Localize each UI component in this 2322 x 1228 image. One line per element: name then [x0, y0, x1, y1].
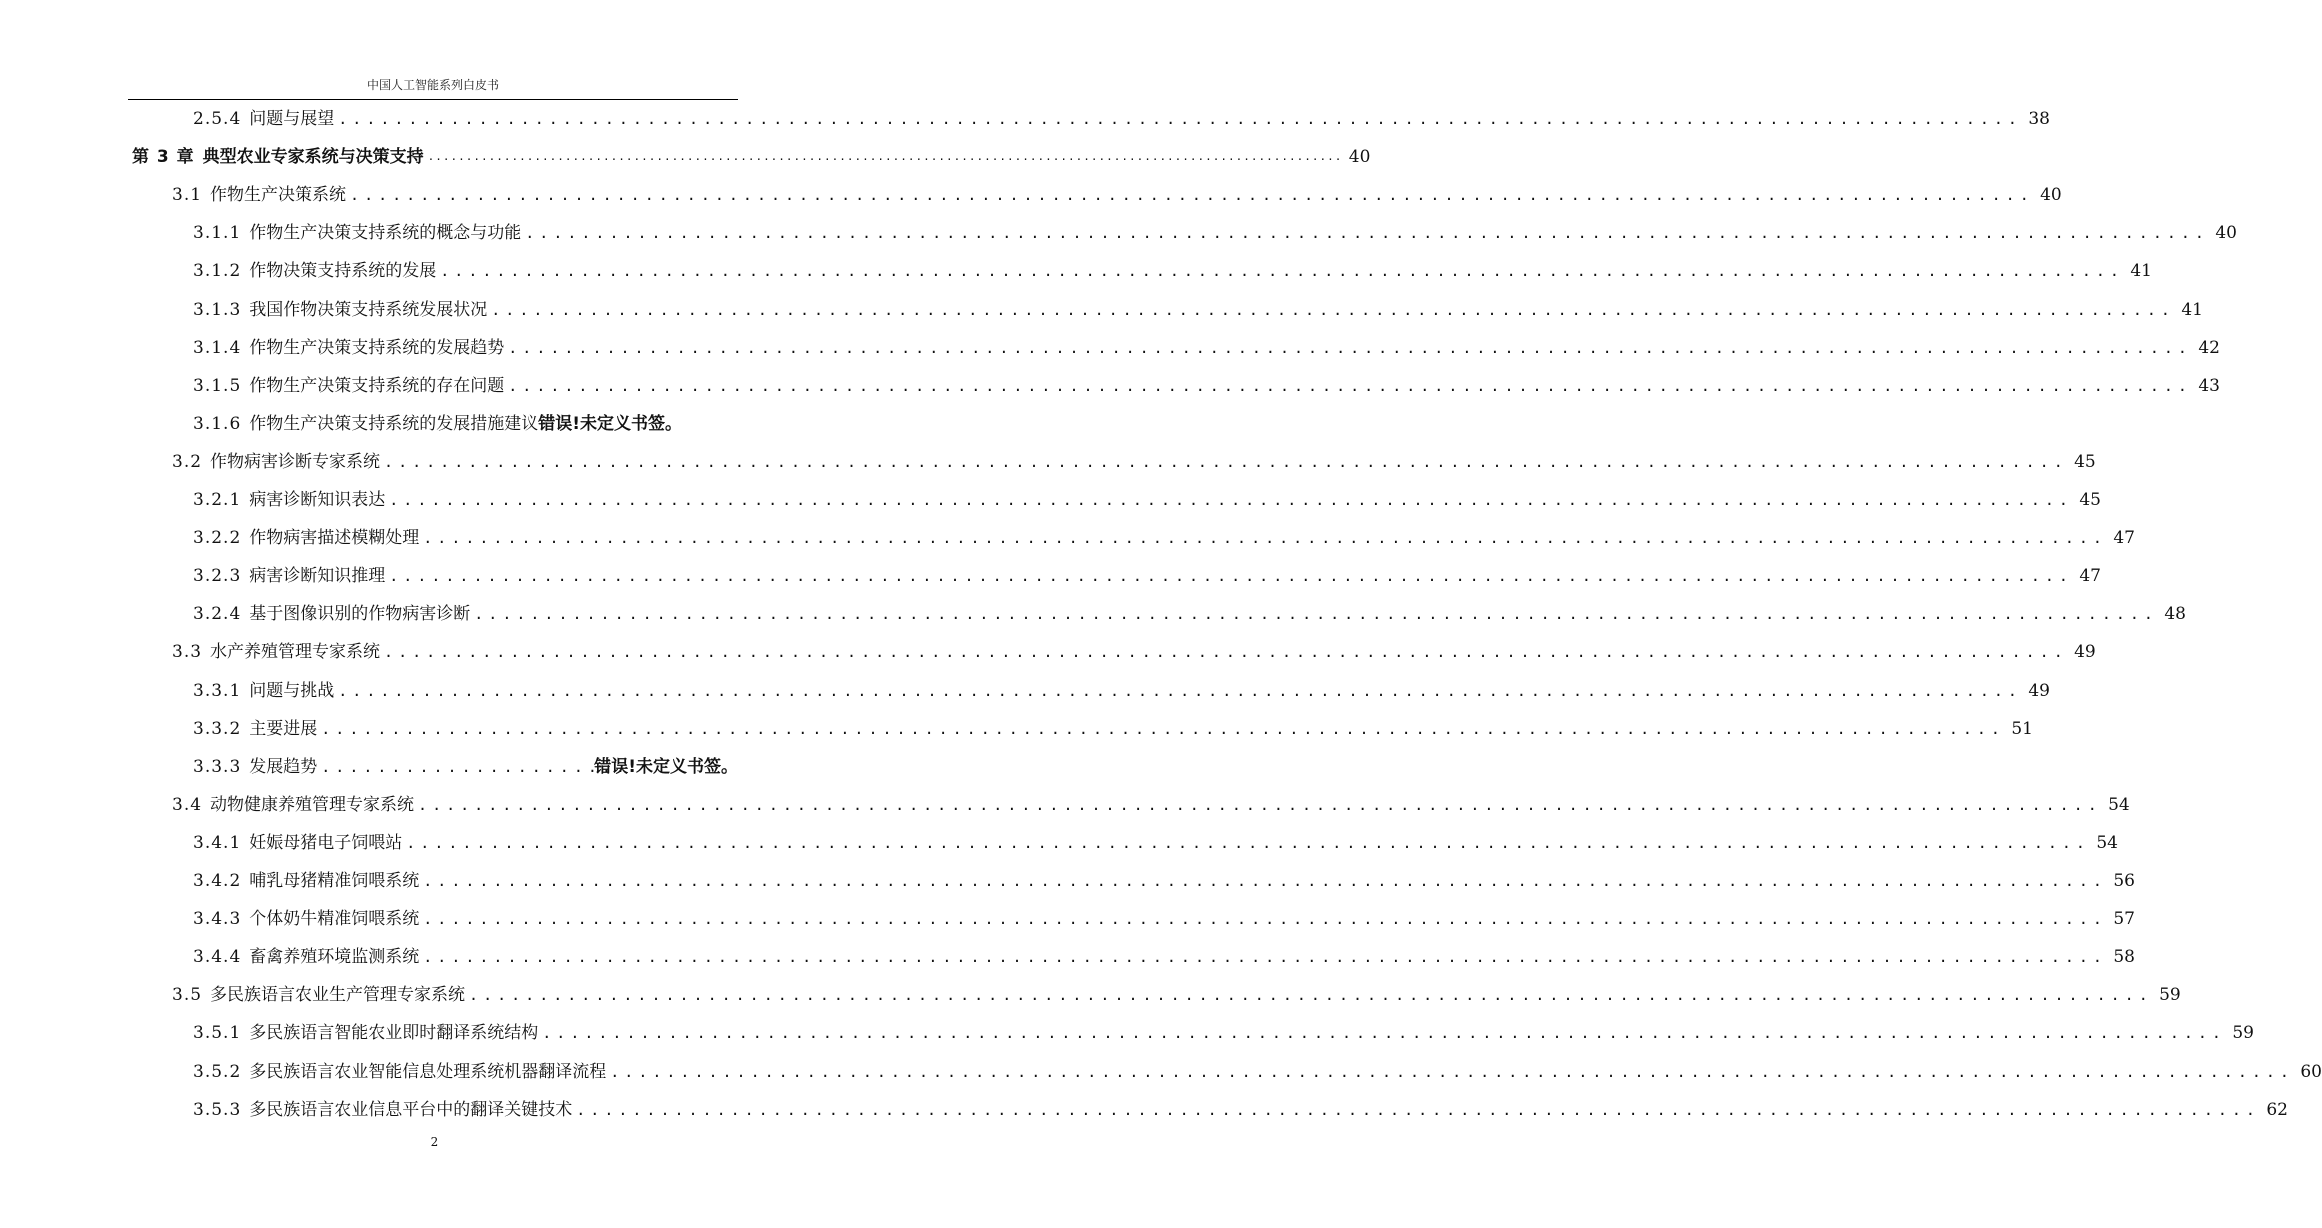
toc-entry-number: 3.1.1: [193, 223, 242, 244]
toc-entry-title: 主要进展: [249, 718, 318, 739]
toc-entry-page: 49: [2028, 680, 2050, 701]
toc-entry[interactable]: [193, 1014, 2254, 1052]
toc-entry-number: 3.2.3: [193, 566, 242, 587]
toc-entry-title: 发展趋势: [249, 756, 318, 777]
toc-entry-number: 3.4.2: [193, 871, 242, 891]
toc-entry-page: 40: [2040, 185, 2062, 206]
toc-entry-page: 47: [2113, 528, 2135, 549]
toc-entry-number: 3.2.2: [193, 528, 242, 549]
toc-leader-dots: ........................................................................................................................: [542, 1024, 2226, 1043]
toc-entry-number: 3.3.2: [193, 718, 242, 739]
toc-entry-page: 56: [2113, 871, 2135, 891]
toc-entry-page: 43: [2198, 375, 2220, 396]
toc-entry-number: 3.5: [172, 985, 203, 1006]
toc-entry[interactable]: [132, 138, 1371, 176]
toc-leader-dots: ........................................................................................................................: [321, 719, 2005, 738]
toc-entry-title: 哺乳母猪精准饲喂系统: [249, 871, 420, 891]
toc-entry-title: 问题与展望: [249, 109, 335, 129]
toc-entry-page: 48: [2164, 604, 2186, 625]
toc-entry-number: 3.1.5: [193, 375, 242, 396]
toc-entry[interactable]: [193, 1053, 2322, 1091]
toc-entry[interactable]: [193, 1091, 2288, 1129]
toc-entry-number: 3.5.2: [193, 1061, 242, 1082]
toc-entry-page: 45: [2079, 490, 2101, 510]
toc-entry-page: 54: [2096, 832, 2118, 853]
toc-entry-title: 作物生产决策支持系统的存在问题: [249, 375, 505, 396]
toc-leader-dots: ........................................................................................................................: [610, 1062, 2294, 1081]
toc-entry-title: 作物病害诊断专家系统: [210, 451, 381, 472]
toc-entry[interactable]: [172, 633, 2096, 671]
toc-entry-page: 60: [2300, 1061, 2322, 1082]
running-header: 中国人工智能系列白皮书: [366, 78, 499, 92]
toc-entry[interactable]: [193, 900, 2135, 938]
toc-entry[interactable]: [193, 748, 738, 786]
toc-entry[interactable]: [193, 252, 2152, 290]
toc-entry[interactable]: [172, 443, 2096, 481]
toc-entry-page: 40: [1348, 147, 1371, 168]
toc-leader-dots: ........................................................................................................................: [384, 452, 2068, 471]
toc-entry[interactable]: [193, 291, 2203, 329]
toc-entry-page: 62: [2266, 1099, 2288, 1120]
toc-entry-title: 动物健康养殖管理专家系统: [210, 794, 415, 815]
toc-entry-title: 问题与挑战: [249, 680, 335, 701]
toc-leader-dots: ........................................................................................................................: [384, 643, 2068, 662]
toc-entry-number: 3.3.3: [193, 756, 242, 777]
toc-leader-dots: ........................................................................................................................: [423, 910, 2107, 929]
toc-entry-title: 妊娠母猪电子饲喂站: [249, 832, 403, 853]
toc-entry-number: 2.5.4: [193, 109, 242, 129]
toc-entry-page: 54: [2108, 794, 2130, 815]
toc-entry-page: 58: [2113, 947, 2135, 968]
toc-leader-dots: ........................................................................................................................: [418, 795, 2102, 814]
toc-entry-number: 3.4.3: [193, 909, 242, 930]
toc-entry-page: 47: [2079, 566, 2101, 587]
toc-leader-dots: ......................: [321, 757, 630, 776]
toc-leader-dots: ........................................................................................................................: [423, 529, 2107, 548]
toc-entry[interactable]: [193, 405, 738, 443]
toc-entry-number: 3.1.3: [193, 299, 242, 320]
toc-entry-number: 3.4.1: [193, 832, 242, 853]
toc-leader-dots: ........................................................................................................................: [508, 338, 2192, 357]
toc-entry-title: 作物生产决策支持系统的发展趋势: [249, 337, 505, 358]
toc-bookmark-error: 错误!未定义书签。: [538, 413, 683, 434]
toc-leader-dots: ........................................................................................................................: [508, 376, 2192, 395]
toc-entry-page: 38: [2028, 109, 2050, 129]
toc-entry-number: 3.3: [172, 642, 203, 663]
toc-entry-number: 3.1.2: [193, 261, 242, 282]
toc-entry[interactable]: [193, 100, 2050, 138]
toc-entry-page: 42: [2198, 337, 2220, 358]
toc-entry-page: 41: [2130, 261, 2152, 282]
toc-entry-title: 作物决策支持系统的发展: [249, 261, 437, 282]
toc-entry-title: 作物生产决策支持系统的发展措施建议: [249, 413, 539, 434]
toc-entry-title: 病害诊断知识表达: [249, 490, 386, 510]
toc-entry-number: 3.5.1: [193, 1023, 242, 1044]
toc-entry[interactable]: [172, 176, 2062, 214]
toc-entry-number: 3.2.1: [193, 490, 242, 510]
toc-entry-number: 3.1.6: [193, 413, 242, 434]
toc-entry-title: 基于图像识别的作物病害诊断: [249, 604, 471, 625]
toc-leader-dots: ........................................................................................................................: [423, 948, 2107, 967]
toc-entry-number: 第 3 章: [132, 147, 195, 168]
toc-leader-dots: ........................................................................................................................: [406, 833, 2090, 852]
toc-entry-number: 3.5.3: [193, 1099, 242, 1120]
toc-entry-title: 多民族语言农业生产管理专家系统: [210, 985, 466, 1006]
toc-entry-title: 多民族语言农业信息平台中的翻译关键技术: [249, 1099, 573, 1120]
toc-entry-title: 个体奶牛精准饲喂系统: [249, 909, 420, 930]
toc-entry-page: 49: [2074, 642, 2096, 663]
toc-entry[interactable]: [172, 786, 2130, 824]
toc-entry[interactable]: [193, 938, 2135, 976]
toc-leader-dots: ........................................................................................................................: [491, 300, 2175, 319]
toc-leader-dots: ........................................................................................................................: [469, 986, 2153, 1005]
toc-leader-dots: ........................................................................................................................: [338, 681, 2022, 700]
toc-entry-title: 作物生产决策系统: [210, 185, 347, 206]
page-number: 2: [430, 1135, 439, 1149]
toc-entry[interactable]: [193, 824, 2118, 862]
toc-entry-page: 45: [2074, 451, 2096, 472]
toc-entry-title: 我国作物决策支持系统发展状况: [249, 299, 488, 320]
toc-entry-number: 3.3.1: [193, 680, 242, 701]
toc-entry[interactable]: [193, 481, 2101, 519]
toc-leader-dots: ........................................................................................................................: [389, 567, 2073, 586]
toc-entry[interactable]: [193, 519, 2135, 557]
toc-entry-number: 3.4: [172, 794, 203, 815]
toc-entry-number: 3.2.4: [193, 604, 242, 625]
toc-entry-title: 多民族语言农业智能信息处理系统机器翻译流程: [249, 1061, 607, 1082]
toc-entry-title: 作物病害描述模糊处理: [249, 528, 420, 549]
toc-entry-number: 3.1.4: [193, 337, 242, 358]
toc-entry[interactable]: [193, 367, 2220, 405]
toc-leader-dots: ........................................................................................................................: [474, 605, 2158, 624]
toc-entry[interactable]: [193, 710, 2033, 748]
toc-leader-dots: ........................................................................................................................: [423, 872, 2107, 890]
toc-entry[interactable]: [193, 862, 2135, 900]
toc-entry-title: 病害诊断知识推理: [249, 566, 386, 587]
toc-entry[interactable]: [193, 672, 2050, 710]
toc-leader-dots: ........................................................................................................................: [338, 110, 2022, 128]
toc-leader-dots: ........................................................................................................................: [350, 186, 2034, 205]
toc-leader-dots: ........................................................................................................................: [389, 491, 2073, 509]
toc-entry-number: 3.2: [172, 451, 203, 472]
toc-entry[interactable]: [193, 595, 2186, 633]
toc-entry-page: 59: [2232, 1023, 2254, 1044]
toc-leader-dots: ........................................................................................................................: [440, 262, 2124, 281]
toc-entry-title: 多民族语言智能农业即时翻译系统结构: [249, 1023, 539, 1044]
toc-entry-number: 3.1: [172, 185, 203, 206]
toc-entry-title: 畜禽养殖环境监测系统: [249, 947, 420, 968]
toc-entry-page: 41: [2181, 299, 2203, 320]
toc-entry-title: 水产养殖管理专家系统: [210, 642, 381, 663]
toc-entry-title: 作物生产决策支持系统的概念与功能: [249, 223, 522, 244]
toc-leader-dots: ........................................................................................................................: [427, 150, 1343, 164]
toc-bookmark-error: 错误!未定义书签。: [594, 756, 738, 777]
toc-entry-title: 典型农业专家系统与决策支持: [202, 147, 424, 168]
toc-entry-page: 57: [2113, 909, 2135, 930]
toc-entry[interactable]: [172, 976, 2181, 1014]
toc-entry-page: 59: [2159, 985, 2181, 1006]
toc-leader-dots: ........................................................................................................................: [525, 224, 2209, 243]
toc-entry-page: 51: [2011, 718, 2033, 739]
toc-entry[interactable]: [193, 557, 2101, 595]
toc-leader-dots: ........................................................................................................................: [576, 1100, 2260, 1119]
toc-entry-number: 3.4.4: [193, 947, 242, 968]
toc-entry-page: 40: [2215, 223, 2237, 244]
toc-entry[interactable]: [193, 214, 2237, 252]
toc-entry[interactable]: [193, 329, 2220, 367]
